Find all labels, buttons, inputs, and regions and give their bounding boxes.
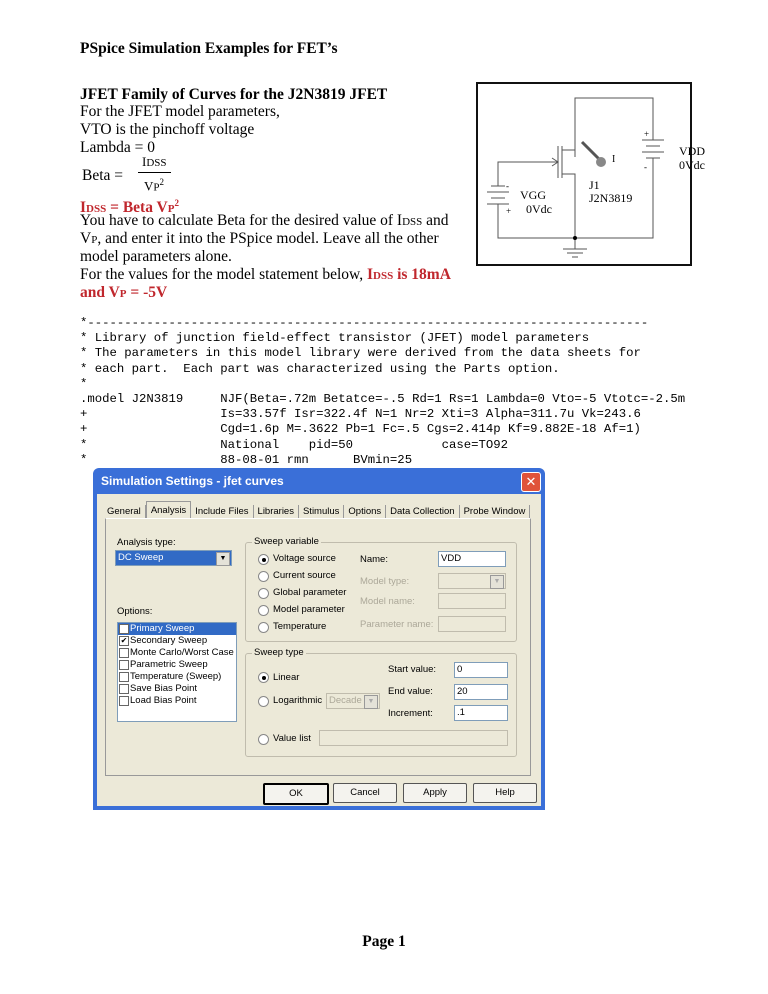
beta-denominator: $VP^2$ <box>144 177 165 194</box>
chevron-down-icon[interactable]: ▼ <box>364 695 378 709</box>
option-monte-carlo[interactable]: Monte Carlo/Worst Case <box>118 647 236 659</box>
name-label: Name: <box>360 554 388 565</box>
jfet-circuit-icon <box>478 84 690 264</box>
radio-label: Voltage source <box>273 553 336 564</box>
paragraph-line: model parameters alone. <box>80 248 232 265</box>
apply-button[interactable]: Apply <box>403 783 467 803</box>
radio-temperature[interactable] <box>258 622 269 633</box>
sweep-type-group <box>245 647 517 757</box>
tab-data-collection[interactable]: Data Collection <box>386 505 459 519</box>
vgg-minus: - <box>506 181 509 191</box>
jfet-part: J2N3819 <box>589 191 633 205</box>
tab-stimulus[interactable]: Stimulus <box>299 505 344 519</box>
group-label: Sweep type <box>254 647 304 658</box>
group-label: Sweep variable <box>254 536 319 547</box>
checkbox[interactable] <box>119 660 129 670</box>
radio-label: Linear <box>273 672 300 683</box>
chevron-down-icon[interactable]: ▼ <box>216 552 230 566</box>
options-label: Options: <box>117 606 153 617</box>
text-line: Lambda = 0 <box>80 139 156 156</box>
model-type-label: Model type: <box>360 576 410 587</box>
tab-include-files[interactable]: Include Files <box>191 505 253 519</box>
radio-logarithmic[interactable] <box>258 696 269 707</box>
close-icon[interactable]: ✕ <box>521 472 541 492</box>
analysis-type-select[interactable]: DC Sweep ▼ <box>115 550 232 566</box>
dialog-title: Simulation Settings - jfet curves <box>101 474 284 488</box>
section-heading: JFET Family of Curves for the J2N3819 JFET <box>80 86 388 103</box>
text-line: VTO is the pinchoff voltage <box>80 121 255 138</box>
option-parametric-sweep[interactable]: Parametric Sweep <box>118 659 236 671</box>
increment-label: Increment: <box>388 708 433 719</box>
radio-label: Value list <box>273 733 311 744</box>
vgg-value: 0Vdc <box>526 202 552 216</box>
idss-formula: IDSS = Beta $VP^2$ <box>80 198 179 217</box>
increment-input[interactable]: .1 <box>454 705 508 721</box>
name-input[interactable]: VDD <box>438 551 506 567</box>
beta-numerator: IDSS <box>142 154 167 169</box>
ok-button[interactable]: OK <box>263 783 329 805</box>
parameter-name-input[interactable] <box>438 616 506 632</box>
radio-label: Temperature <box>273 621 327 632</box>
pin-label: I <box>612 154 616 165</box>
radio-linear[interactable] <box>258 672 269 683</box>
checkbox[interactable]: ✔ <box>120 636 128 645</box>
parameter-name-label: Parameter name: <box>360 619 434 630</box>
start-value-input[interactable]: 0 <box>454 662 508 678</box>
model-code: *---------------------------------------------------------------------------- * Library of junction field-effect transistor (JFET) model parameters * The parameters in this model library were derived from the data sheets for * each part. Each part was characterized using the Parts option. * .model J2N3819 NJF(Beta=.72m Betatce=-.5 Rd=1 Rs=1 Lambda=0 Vto=-5 Vtotc=-2.5m + Is=33.57f Isr=322.4f N=1 Nr=2 Xti=3 Alpha=311.7u Vk=243.6 + Cgd=1.6p M=.3622 Pb=1 Fc=.5 Cgs=2.414p Kf=9.882E-18 Af=1) * National pid=50 case=TO92 * 88-08-01 rmn BVmin=25 <box>80 316 686 467</box>
model-name-input[interactable] <box>438 593 506 609</box>
paragraph-line: and VP = -5V <box>80 284 168 301</box>
value-list-input[interactable] <box>319 730 508 746</box>
radio-current-source[interactable] <box>258 571 269 582</box>
help-button[interactable]: Help <box>473 783 537 803</box>
paragraph-line: You have to calculate Beta for the desired value of IDSS and <box>80 212 449 229</box>
radio-voltage-source[interactable] <box>258 554 269 565</box>
option-save-bias-point[interactable]: Save Bias Point <box>118 683 236 695</box>
radio-label: Global parameter <box>273 587 347 598</box>
option-primary-sweep[interactable]: ✔ Primary Sweep <box>118 623 236 635</box>
vdd-plus: + <box>644 129 650 139</box>
vdd-label: VDD <box>679 144 705 158</box>
vdd-minus: - <box>644 162 647 172</box>
checkbox[interactable] <box>119 648 129 658</box>
option-temperature-sweep[interactable]: Temperature (Sweep) <box>118 671 236 683</box>
model-name-label: Model name: <box>360 596 415 607</box>
tab-strip <box>103 501 530 519</box>
option-secondary-sweep[interactable]: ✔ Secondary Sweep <box>120 635 208 646</box>
tab-libraries[interactable]: Libraries <box>254 505 299 519</box>
radio-model-parameter[interactable] <box>258 605 269 616</box>
cancel-button[interactable]: Cancel <box>333 783 397 803</box>
checkbox[interactable]: ✔ <box>120 624 128 633</box>
tab-analysis[interactable]: Analysis <box>146 501 191 519</box>
option-load-bias-point[interactable]: Load Bias Point <box>118 695 236 707</box>
paragraph-line: VP, and enter it into the PSpice model. Leave all the other <box>80 230 439 247</box>
vdd-value: 0Vdc <box>679 158 705 172</box>
analysis-type-label: Analysis type: <box>117 537 176 548</box>
chevron-down-icon[interactable]: ▼ <box>490 575 504 589</box>
tab-probe-window[interactable]: Probe Window <box>460 505 531 519</box>
checkbox[interactable] <box>119 696 129 706</box>
checkbox[interactable] <box>119 684 129 694</box>
circuit-schematic <box>476 82 705 266</box>
tab-general[interactable]: General <box>103 505 146 519</box>
vgg-label: VGG <box>520 188 546 202</box>
radio-label: Model parameter <box>273 604 345 615</box>
start-value-label: Start value: <box>388 664 437 675</box>
beta-label: Beta = <box>82 167 124 184</box>
radio-label: Logarithmic <box>273 695 323 706</box>
vgg-plus: + <box>506 206 512 216</box>
text-line: For the JFET model parameters, <box>80 103 280 120</box>
tab-options[interactable]: Options <box>344 505 386 519</box>
sweep-variable-group <box>245 536 517 642</box>
radio-global-parameter[interactable] <box>258 588 269 599</box>
options-list[interactable] <box>117 622 237 722</box>
log-unit-select[interactable]: Decade ▼ <box>326 693 380 709</box>
jfet-ref: J1 <box>589 178 600 192</box>
page-header: PSpice Simulation Examples for FET’s <box>80 40 338 57</box>
fraction-bar <box>138 172 171 173</box>
radio-value-list[interactable] <box>258 734 269 745</box>
paragraph-line: For the values for the model statement below, IDSS is 18mA <box>80 266 451 283</box>
radio-label: Current source <box>273 570 336 581</box>
model-type-select[interactable] <box>438 573 506 589</box>
end-value-input[interactable]: 20 <box>454 684 508 700</box>
checkbox[interactable] <box>119 672 129 682</box>
simulation-settings-dialog <box>93 468 545 810</box>
page-number: Page 1 <box>362 933 406 950</box>
end-value-label: End value: <box>388 686 433 697</box>
